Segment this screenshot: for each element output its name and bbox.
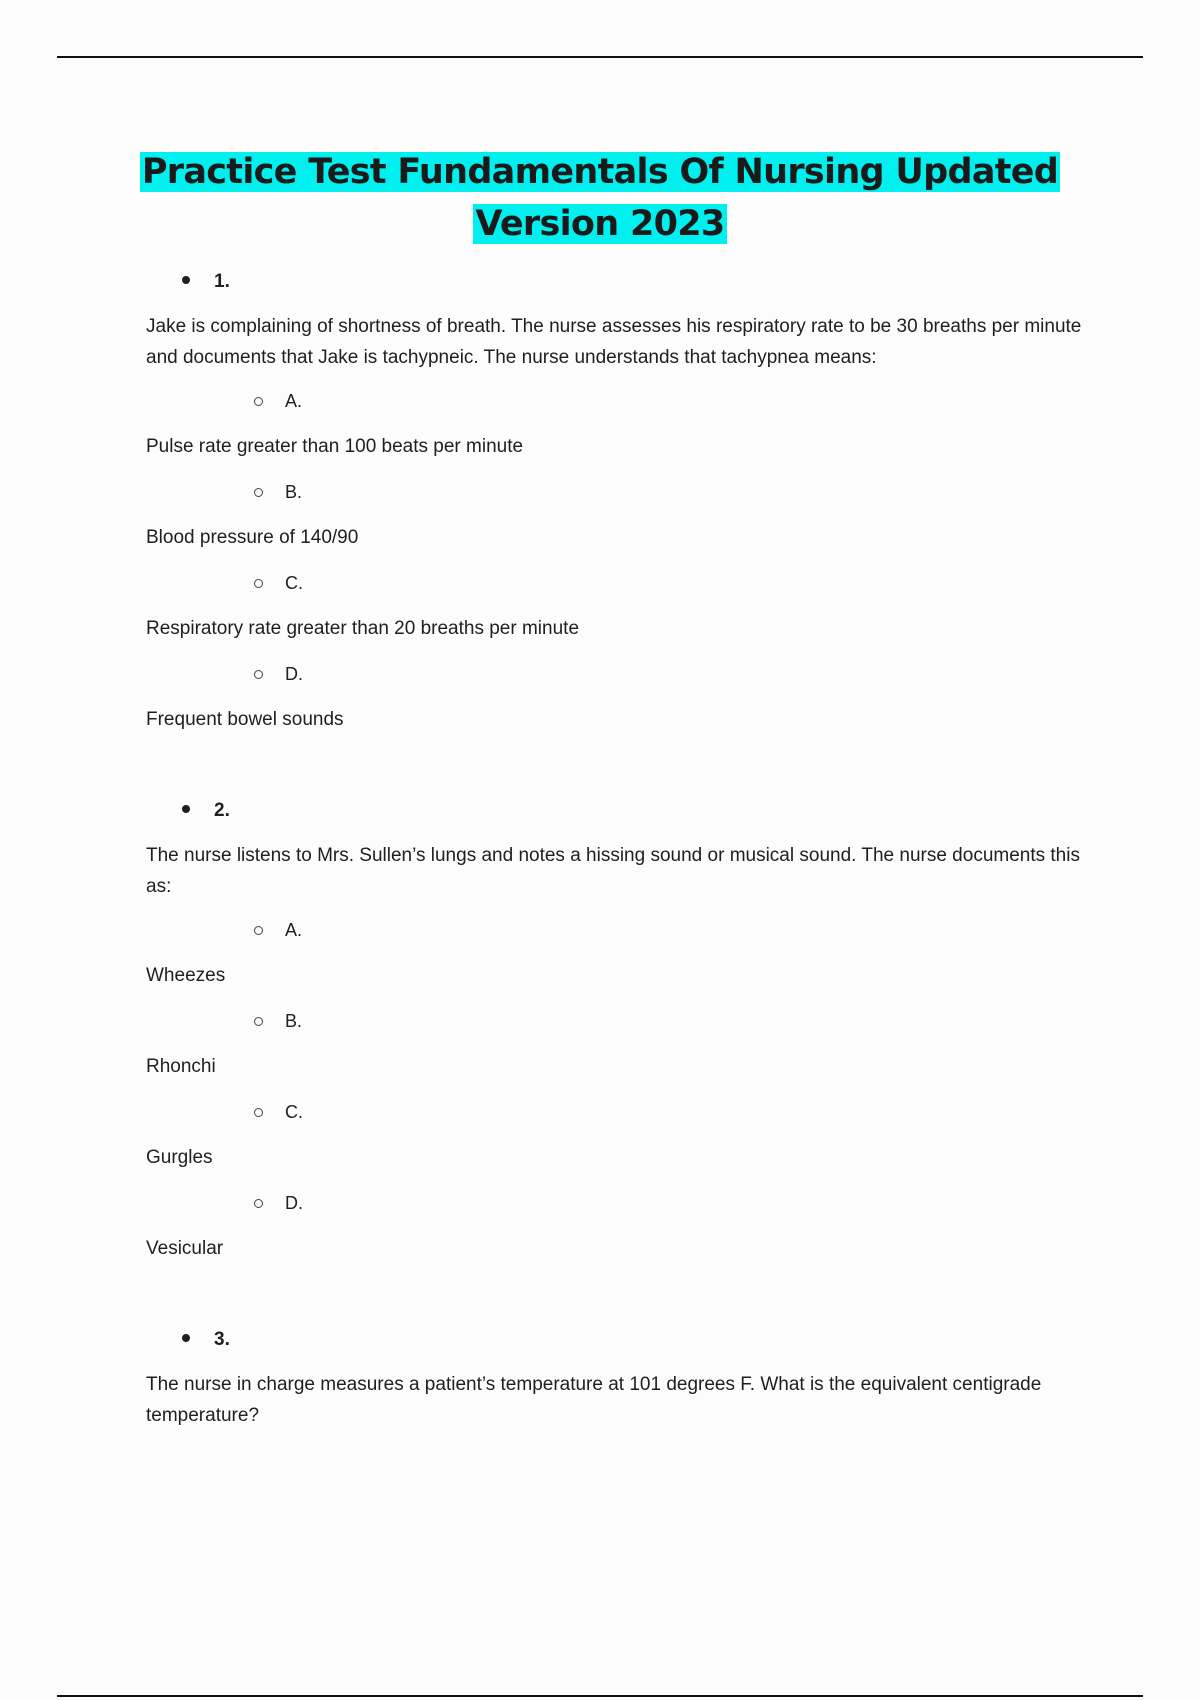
bullet-icon (182, 805, 190, 813)
title-line-1: Practice Test Fundamentals Of Nursing Updated (141, 152, 1059, 192)
circle-bullet-icon (254, 579, 263, 588)
circle-bullet-icon (254, 1108, 263, 1117)
circle-bullet-icon (254, 488, 263, 497)
question-2-option-c: C. (254, 1100, 303, 1124)
bullet-icon (182, 1334, 190, 1342)
circle-bullet-icon (254, 1199, 263, 1208)
question-1-option-d: D. (254, 662, 303, 686)
footer-rule (57, 1695, 1143, 1697)
question-1-option-b: B. (254, 480, 302, 504)
question-2-answer-b: Rhonchi (146, 1056, 216, 1077)
question-1-answer-b: Blood pressure of 140/90 (146, 527, 359, 548)
question-2-answer-a: Wheezes (146, 965, 226, 986)
question-2-option-a: A. (254, 918, 302, 942)
question-2-option-d: D. (254, 1191, 303, 1215)
question-1-option-a: A. (254, 389, 302, 413)
question-1-answer-c: Respiratory rate greater than 20 breaths per minute (146, 618, 580, 639)
circle-bullet-icon (254, 926, 263, 935)
header-rule (57, 56, 1143, 58)
question-3-number: 3. (182, 1328, 230, 1352)
circle-bullet-icon (254, 670, 263, 679)
question-1-option-c: C. (254, 571, 303, 595)
question-2-option-b: B. (254, 1009, 302, 1033)
question-2-answer-d: Vesicular (146, 1238, 224, 1259)
question-1-text: Jake is complaining of shortness of breath. The nurse assesses his respiratory rate to be 30 breaths per minute and documents that Jake is tachypneic. The nurse understands that tachypnea means: (146, 316, 1082, 368)
question-1-number: 1. (182, 270, 230, 294)
title-line-2: Version 2023 (475, 204, 725, 244)
question-1-answer-a: Pulse rate greater than 100 beats per minute (146, 436, 524, 457)
question-1-answer-d: Frequent bowel sounds (146, 709, 344, 730)
question-2-number: 2. (182, 799, 230, 823)
circle-bullet-icon (254, 397, 263, 406)
circle-bullet-icon (254, 1017, 263, 1026)
question-3-text: The nurse in charge measures a patient’s temperature at 101 degrees F. What is the equivalent centigrade temperature? (146, 1374, 1042, 1426)
question-2-answer-c: Gurgles (146, 1147, 213, 1168)
bullet-icon (182, 276, 190, 284)
document-title (0, 146, 1200, 250)
question-2-text: The nurse listens to Mrs. Sullen’s lungs and notes a hissing sound or musical sound. The nurse documents this as: (146, 845, 1080, 897)
